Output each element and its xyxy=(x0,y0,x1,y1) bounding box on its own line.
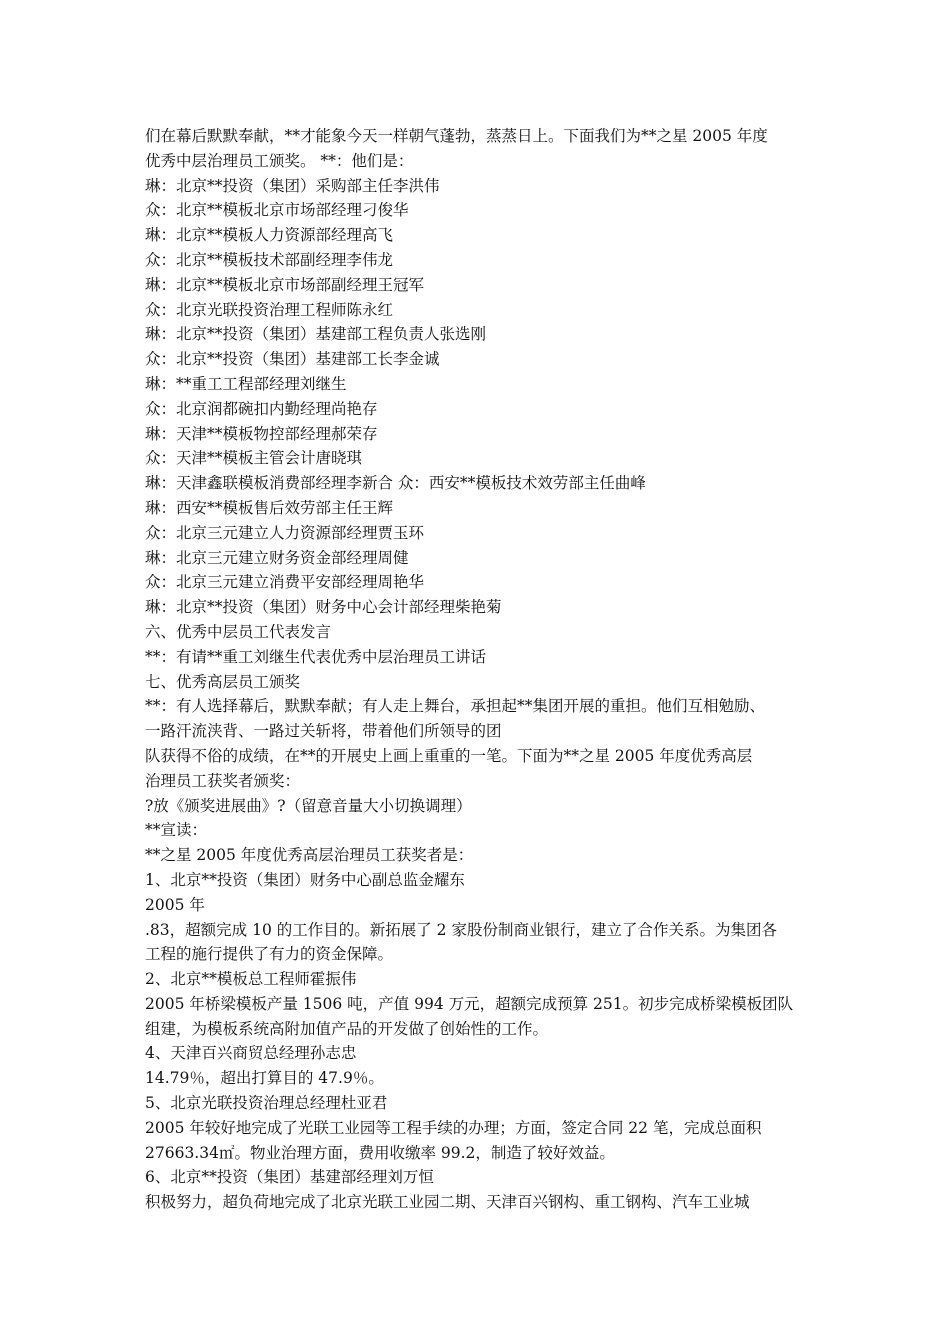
section-heading: 七、优秀高层员工颁奖 xyxy=(145,672,301,691)
text-line: **：有请**重工刘继生代表优秀中层治理员工讲话 xyxy=(145,647,487,666)
text-line: 众：北京**投资（集团）基建部工长李金诚 xyxy=(145,350,440,369)
section-heading: 六、优秀中层员工代表发言 xyxy=(145,622,332,641)
text-line: .83，超额完成 10 的工作目的。新拓展了 2 家股份制商业银行，建立了合作关系。为集团各 xyxy=(145,920,777,939)
text-line: 众：北京润都碗扣内勤经理尚艳存 xyxy=(145,399,378,418)
text-line: **宣读： xyxy=(145,821,208,840)
text-line: 琳：北京**模板北京市场部副经理王冠军 xyxy=(145,275,425,294)
text-line: 2005 年桥梁模板产量 1506 吨，产值 994 万元，超额完成预算 251。初步完成桥梁模板团队 xyxy=(145,994,794,1013)
text-line: 们在幕后默默奉献，**才能象今天一样朝气蓬勃，蒸蒸日上。下面我们为**之星 2005 年度 xyxy=(145,127,768,145)
text-line: 琳：北京**投资（集团）采购部主任李洪伟 xyxy=(145,176,440,195)
text-line: 琳：天津鑫联模板消费部经理李新合 众：西安**模板技术效劳部主任曲峰 xyxy=(145,474,646,493)
text-line: 工程的施行提供了有力的资金保障。 xyxy=(145,945,394,964)
text-line: 琳：北京**投资（集团）财务中心会计部经理柴艳菊 xyxy=(145,598,502,617)
document-body xyxy=(145,124,815,1215)
text-line: 治理员工获奖者颁奖： xyxy=(145,771,301,790)
list-item: 6、北京**投资（集团）基建部经理刘万恒 xyxy=(145,1168,434,1187)
text-line: 2005 年 xyxy=(145,895,205,914)
list-item: 4、天津百兴商贸总经理孙志忠 xyxy=(145,1044,357,1063)
text-line: 众：北京**模板技术部副经理李伟龙 xyxy=(145,250,394,269)
text-line: ?放《颁奖进展曲》?（留意音量大小切换调理） xyxy=(145,796,472,815)
text-line: **之星 2005 年度优秀高层治理员工获奖者是： xyxy=(145,846,474,865)
text-line: 一路汗流浃背、一路过关斩将，带着他们所领导的团 xyxy=(145,722,502,741)
text-line: 琳：北京**模板人力资源部经理高飞 xyxy=(145,226,394,245)
text-line: 琳：西安**模板售后效劳部主任王辉 xyxy=(145,498,394,517)
text-line: 积极努力，超负荷地完成了北京光联工业园二期、天津百兴钢构、重工钢构、汽车工业城 xyxy=(145,1193,750,1212)
text-line: 琳：天津**模板物控部经理郝荣存 xyxy=(145,424,378,443)
text-line: 众：北京三元建立消费平安部经理周艳华 xyxy=(145,573,425,592)
text-line: 组建，为模板系统高附加值产品的开发做了创始性的工作。 xyxy=(145,1019,549,1038)
text-line: 队获得不俗的成绩，在**的开展史上画上重重的一笔。下面为**之星 2005 年度优秀高层 xyxy=(145,746,753,765)
text-line: **：有人选择幕后，默默奉献；有人走上舞台，承担起**集团开展的重担。他们互相勉励、 xyxy=(145,697,766,716)
list-item: 2、北京**模板总工程师霍振伟 xyxy=(145,970,357,989)
text-line: 众：北京三元建立人力资源部经理贾玉环 xyxy=(145,523,425,542)
list-item: 1、北京**投资（集团）财务中心副总监金耀东 xyxy=(145,870,465,889)
text-line: 27663.34㎡。物业治理方面，费用收缴率 99.2，制造了较好效益。 xyxy=(145,1143,615,1162)
text-line: 众：北京**模板北京市场部经理刁俊华 xyxy=(145,201,409,220)
text-line: 众：北京光联投资治理工程师陈永红 xyxy=(145,300,394,319)
text-line: 琳：**重工工程部经理刘继生 xyxy=(145,374,347,393)
list-item: 5、北京光联投资治理总经理杜亚君 xyxy=(145,1094,388,1113)
text-line: 14.79％，超出打算目的 47.9％。 xyxy=(145,1069,384,1088)
text-line: 众：天津**模板主管会计唐晓琪 xyxy=(145,449,363,468)
text-line: 琳：北京**投资（集团）基建部工程负责人张选刚 xyxy=(145,325,487,344)
text-line: 琳：北京三元建立财务资金部经理周健 xyxy=(145,548,409,567)
text-line: 2005 年较好地完成了光联工业园等工程手续的办理；方面，签定合同 22 笔，完成总面积 xyxy=(145,1118,762,1137)
text-line: 优秀中层治理员工颁奖。 **：他们是： xyxy=(145,151,414,170)
